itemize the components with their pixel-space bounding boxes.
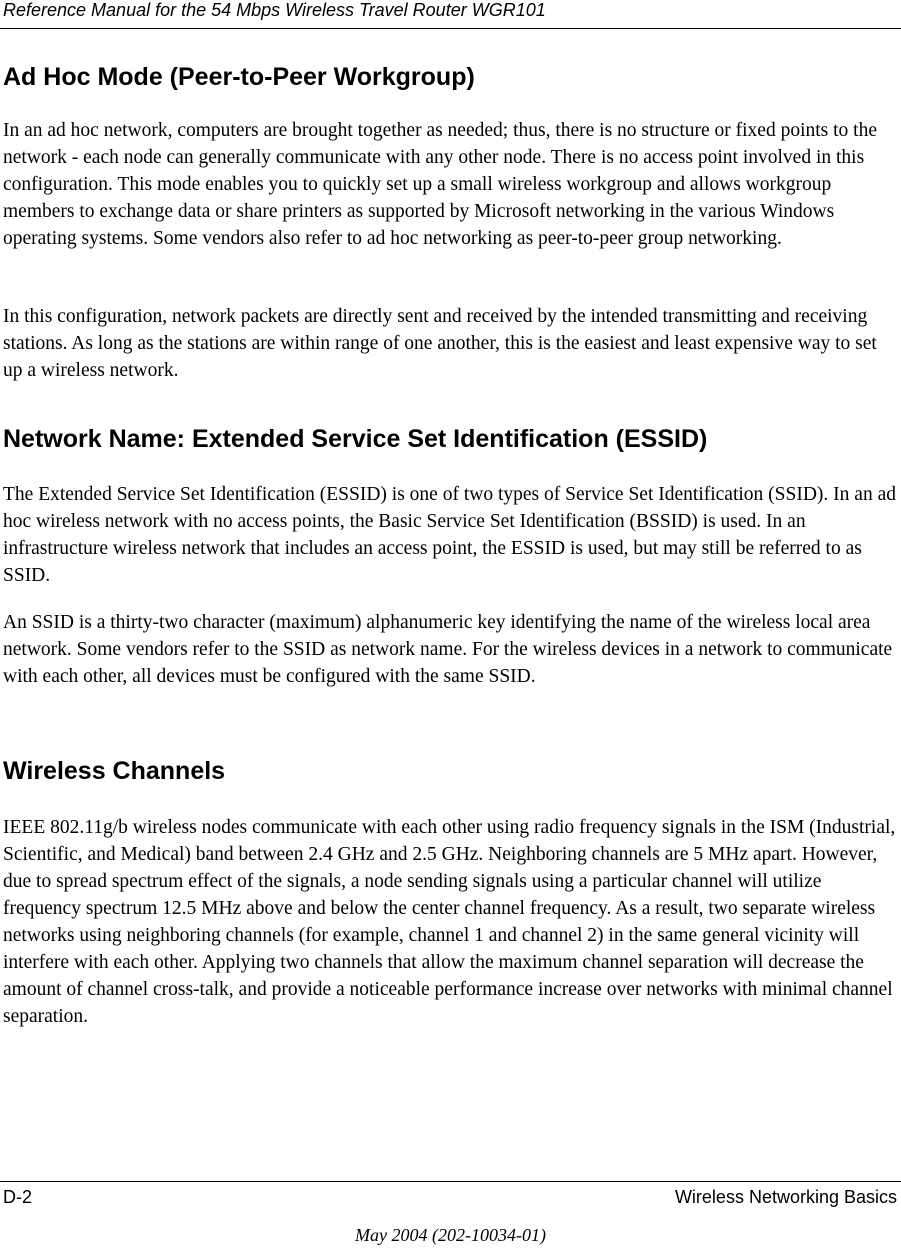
footer-rule bbox=[0, 1181, 901, 1182]
header-rule bbox=[0, 28, 901, 29]
section-heading-ad-hoc: Ad Hoc Mode (Peer-to-Peer Workgroup) bbox=[3, 63, 475, 91]
paragraph-ad-hoc-2: In this configuration, network packets are directly sent and received by the intended transmitting and receiving stations. As long as the stations are within range of one another, this is the easiest and least expensive way to set up a wireless network. bbox=[3, 306, 877, 381]
paragraph-essid-1: The Extended Service Set Identification (ESSID) is one of two types of Service Set Identification (SSID). In an ad hoc wireless network with no access points, the Basic Service Set Identification (BSSID) is used. In an infrastructure wireless network that includes an access point, the ESSID is used, but may still be referred to as SSID. bbox=[3, 484, 896, 586]
chapter-title: Wireless Networking Basics bbox=[674, 1187, 897, 1207]
section-heading-essid: Network Name: Extended Service Set Identification (ESSID) bbox=[3, 425, 708, 453]
section-heading-wireless-channels: Wireless Channels bbox=[3, 757, 226, 785]
page-number: D-2 bbox=[3, 1187, 33, 1207]
publication-date: May 2004 (202-10034-01) bbox=[355, 1225, 546, 1245]
paragraph-wireless-channels-1: IEEE 802.11g/b wireless nodes communicate with each other using radio frequency signals in the ISM (Industrial, Scientific, and Medical) band between 2.4 GHz and 2.5 GHz. Neighboring channels are 5 MHz apart. However, due to spread spectrum effect of the signals, a node sending signals using a particular channel will utilize frequency spectrum 12.5 MHz above and below the center channel frequency. As a result, two separate wireless networks using neighboring channels (for example, channel 1 and channel 2) in the same general vicinity will interfere with each other. Applying two channels that allow the maximum channel separation will decrease the amount of channel cross-talk, and provide a noticeable performance increase over networks with minimal channel separation. bbox=[3, 817, 896, 1027]
running-header: Reference Manual for the 54 Mbps Wireless Travel Router WGR101 bbox=[3, 0, 546, 20]
paragraph-essid-2: An SSID is a thirty-two character (maximum) alphanumeric key identifying the name of the wireless local area network. Some vendors refer to the SSID as network name. For the wireless devices in a network to communicate with each other, all devices must be configured with the same SSID. bbox=[3, 612, 893, 687]
paragraph-ad-hoc-1: In an ad hoc network, computers are brought together as needed; thus, there is no structure or fixed points to the network - each node can generally communicate with any other node. There is no access point involved in this configuration. This mode enables you to quickly set up a small wireless workgroup and allows workgroup members to exchange data or share printers as supported by Microsoft networking in the various Windows operating systems. Some vendors also refer to ad hoc networking as peer-to-peer group networking. bbox=[3, 120, 877, 249]
